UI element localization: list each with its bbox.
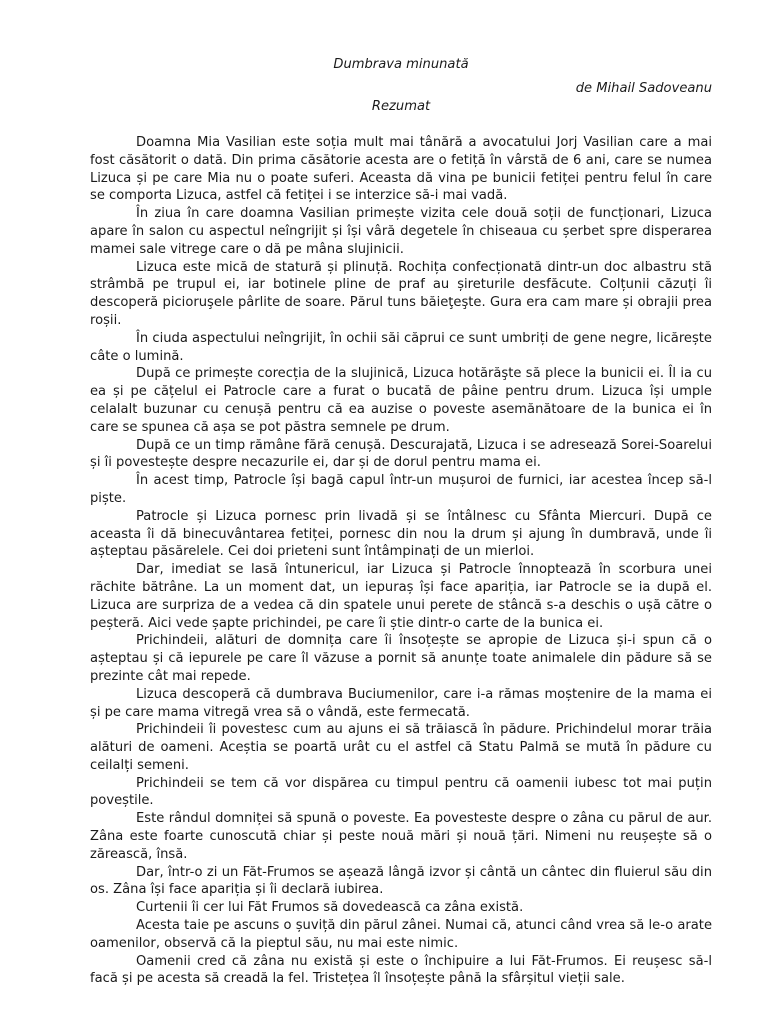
paragraph: Prichindeii se tem că vor dispărea cu timpul pentru că oamenii iubesc tot mai puțin poveștile. xyxy=(90,775,712,809)
paragraph: Patrocle și Lizuca pornesc prin livadă și se întâlnesc cu Sfânta Miercuri. După ce aceasta îi dă binecuvântarea fetiței, pornesc din nou la drum și ajung în dumbravă, unde îi așteptau păsărelele. Cei doi prieteni sunt întâmpinați de un mierloi. xyxy=(90,508,712,560)
paragraph: După ce primește corecția de la slujinică, Lizuca hotărăşte să plece la bunicii ei. Îl ia cu ea și pe cățelul ei Patrocle care a furat o bucată de pâine pentru drum. Lizuca își umple celalalt buzunar cu cenușă pentru că ea auzise o poveste asemănătoare de la bunica ei în care se spunea că așa se pot păstra semnele pe drum. xyxy=(90,366,712,435)
paragraph: În ciuda aspectului neîngrijit, în ochii săi căprui ce sunt umbriți de gene negre, licărește câte o lumină. xyxy=(90,330,712,364)
paragraph: Prichindeii, alături de domnița care îi însoțește se apropie de Lizuca și-i spun că o așteptau și că iepurele pe care îl văzuse a pornit să anunțe toate animalele din pădure să se prezinte cât mai repede. xyxy=(90,633,712,684)
paragraph: Lizuca descoperă că dumbrava Buciumenilor, care i-a rămas moștenire de la mama ei și pe care mama vitregă vrea să o vândă, este fermecată. xyxy=(90,686,712,720)
paragraph: Lizuca este mică de statură și plinuță. Rochița confecționată dintr-un doc albastru stă strâmbă pe trupul ei, iar botinele pline de praf au șireturile desfăcute. Colțunii căzuți îi descoperă picioruşele pârlite de soare. Părul tuns băieţeşte. Gura era cam mare și obrajii prea roșii. xyxy=(90,259,712,328)
paragraph: În acest timp, Patrocle își bagă capul într-un mușuroi de furnici, iar acestea încep să-l piște. xyxy=(90,473,712,506)
paragraph: Curtenii îi cer lui Făt Frumos să dovedească ca zâna există. xyxy=(136,900,524,916)
paragraph: Prichindeii îi povestesc cum au ajuns ei să trăiască în pădure. Prichindelul morar trăia alături de oameni. Aceștia se poartă urât cu el astfel că Statu Palmă se mută în pădure cu ceilalți semeni. xyxy=(90,722,712,773)
paragraph: Doamna Mia Vasilian este soția mult mai tânără a avocatului Jorj Vasilian care a mai fost căsătorit o dată. Din prima căsătorie acesta are o fetiță în vârstă de 6 ani, care se numea Lizuca și pe care Mia nu o poate suferi. Aceasta dă vina pe bunicii fetiței pentru felul în care se comporta Lizuca, astfel că fetiței i se interzice să-i mai vadă. xyxy=(90,135,712,204)
paragraph: În ziua în care doamna Vasilian primește vizita cele două soții de funcționari, Lizuca apare în salon cu aspectul neîngrijit și își vâră degetele în chiseaua cu șerbet spre disperarea mamei sale vitrege care o dă pe mâna slujinicii. xyxy=(90,206,712,257)
document-subtitle: Rezumat xyxy=(371,99,431,114)
document-title: Dumbrava minunată xyxy=(333,57,469,72)
paragraph: Este rândul domniței să spună o poveste. Ea povesteste despre o zâna cu părul de aur. Zâna este foarte cunoscută chiar și peste nouă mări și nouă țări. Nimeni nu reușește să o zărească, însă. xyxy=(90,811,712,862)
paragraph: După ce un timp rămâne fără cenușă. Descurajată, Lizuca i se adresează Sorei-Soarelui și îi povestește despre necazurile ei, dar și de dorul pentru mama ei. xyxy=(90,437,712,471)
document-author: de Mihail Sadoveanu xyxy=(575,81,712,96)
paragraph: Dar, imediat se lasă întunericul, iar Lizuca și Patrocle înnoptează în scorbura unei răchite bătrâne. La un moment dat, un iepuraș își face apariția, iar Patrocle se ia după el. Lizuca are surpriza de a vedea că din spatele unui perete de stâncă s-a deschis o ușă către o peșteră. Aici vede șapte prichindei, pe care îi știe dintr-o carte de la bunica ei. xyxy=(90,562,712,631)
paragraph: Oamenii cred că zâna nu există și este o închipuire a lui Făt-Frumos. Ei reușesc să-l facă și pe acesta să creadă la fel. Tristețea îl însoțește până la sfârșitul vieții sale. xyxy=(90,953,712,987)
paragraph: Acesta taie pe ascuns o șuviță din părul zânei. Numai că, atunci când vrea să le-o arate oamenilor, observă că la pieptul său, nu mai este nimic. xyxy=(90,918,712,951)
paragraph: Dar, într-o zi un Făt-Frumos se așează lângă izvor și cântă un cântec din fluierul său din os. Zâna își face apariția și îi declară iubirea. xyxy=(90,864,712,898)
document-page xyxy=(90,56,712,988)
document-body xyxy=(90,134,712,988)
